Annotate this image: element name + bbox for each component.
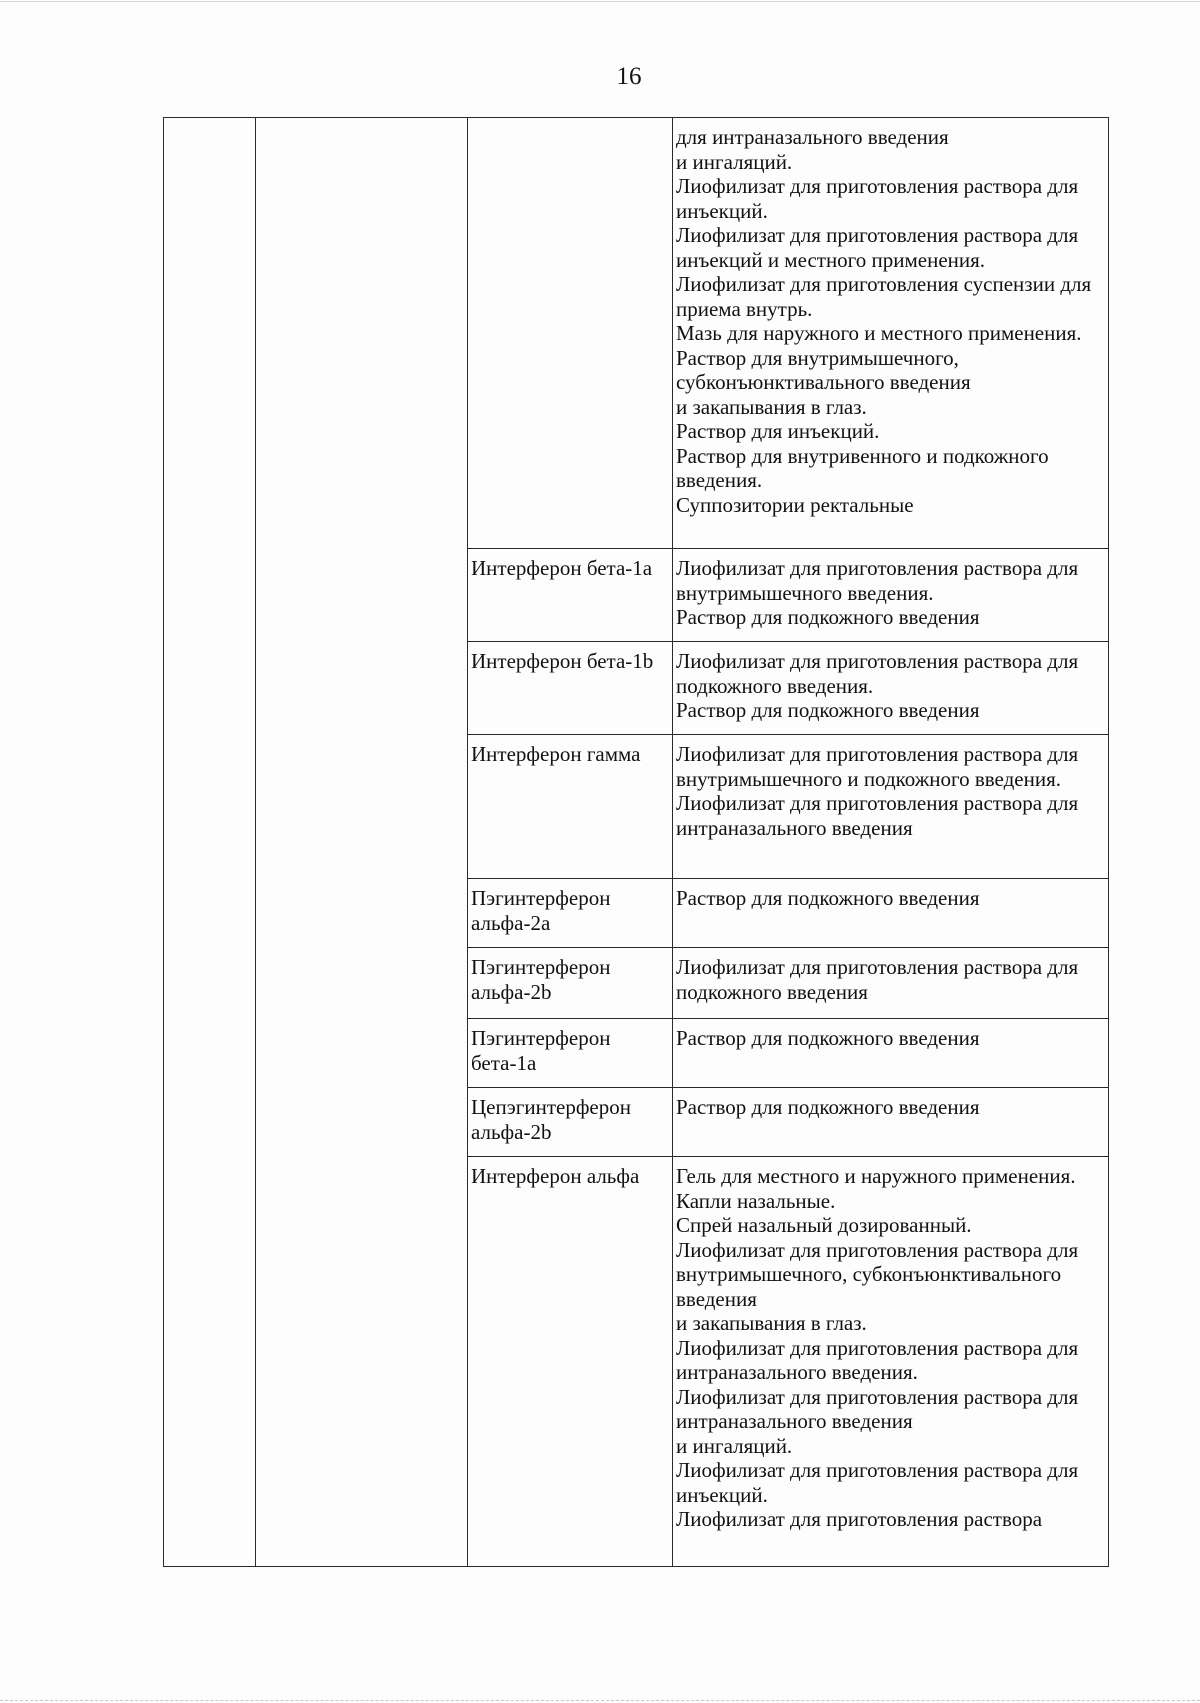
table-row: [164, 118, 1109, 549]
drug-forms-table: [163, 117, 1109, 1567]
page-bottom-edge: [0, 1700, 1200, 1701]
drug-name-cell: [468, 118, 673, 549]
drug-name-cell: Пэгинтерферон альфа-2a: [468, 879, 673, 948]
drug-name-cell: Пэгинтерферон бета-1a: [468, 1019, 673, 1088]
dosage-form-cell: Лиофилизат для приготовления раствора для внутримышечного и подкожного введения. Лиофилизат для приготовления раствора для интраназального введения: [673, 735, 1109, 879]
dosage-form-cell: Раствор для подкожного введения: [673, 1019, 1109, 1088]
drug-name-cell: Цепэгинтерферон альфа-2b: [468, 1088, 673, 1157]
dosage-form-cell: Лиофилизат для приготовления раствора для подкожного введения. Раствор для подкожного введения: [673, 642, 1109, 735]
drug-name-cell: Интерферон бета-1b: [468, 642, 673, 735]
group-cell: [256, 118, 468, 1567]
page-top-edge: [0, 1, 1200, 2]
dosage-form-cell: для интраназального введения и ингаляций. Лиофилизат для приготовления раствора для инъекций. Лиофилизат для приготовления раствора для инъекций и местного применения. Лиофилизат для приготовления суспензии для приема внутрь. Мазь для наружного и местного применения. Раствор для внутримышечного, субконъюнктивального введения и закапывания в глаз. Раствор для инъекций. Раствор для внутривенного и подкожного введения. Суппозитории ректальные: [673, 118, 1109, 549]
dosage-form-cell: Раствор для подкожного введения: [673, 879, 1109, 948]
drug-name-cell: Интерферон альфа: [468, 1157, 673, 1567]
page-number: 16: [616, 63, 642, 90]
dosage-form-cell: Раствор для подкожного введения: [673, 1088, 1109, 1157]
drug-name-cell: Интерферон гамма: [468, 735, 673, 879]
dosage-form-cell: Гель для местного и наружного применения. Капли назальные. Спрей назальный дозированный. Лиофилизат для приготовления раствора для внутримышечного, субконъюнктивального введения и закапывания в глаз. Лиофилизат для приготовления раствора для интраназального введения. Лиофилизат для приготовления раствора для интраназального введения и ингаляций. Лиофилизат для приготовления раствора для инъекций. Лиофилизат для приготовления раствора: [673, 1157, 1109, 1567]
dosage-form-cell: Лиофилизат для приготовления раствора для подкожного введения: [673, 948, 1109, 1019]
drug-name-cell: Интерферон бета-1a: [468, 549, 673, 642]
dosage-form-cell: Лиофилизат для приготовления раствора для внутримышечного введения. Раствор для подкожного введения: [673, 549, 1109, 642]
drug-name-cell: Пэгинтерферон альфа-2b: [468, 948, 673, 1019]
code-cell: [164, 118, 256, 1567]
